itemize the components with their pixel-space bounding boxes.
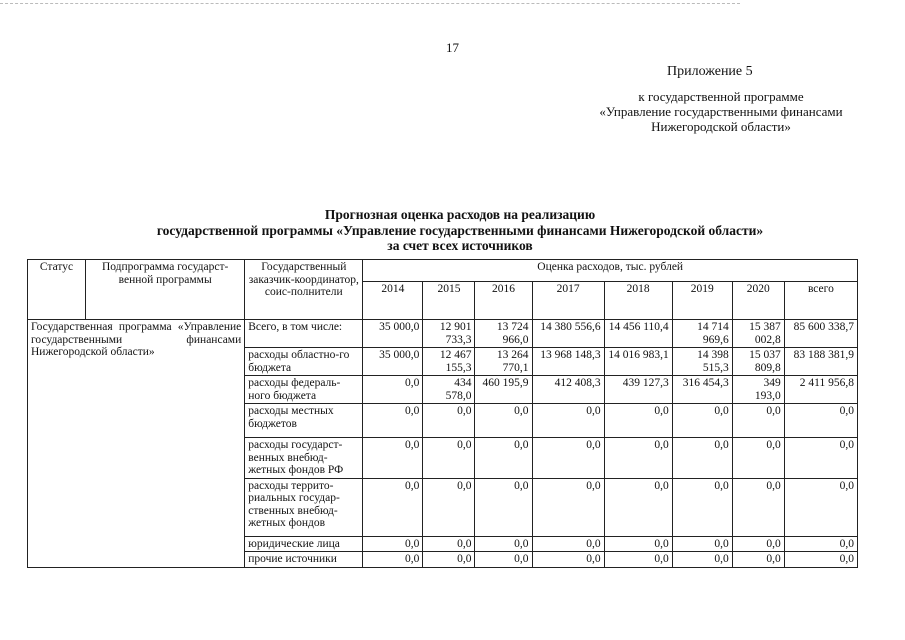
- value-cell: 0,0: [604, 552, 672, 568]
- value-cell: 0,0: [604, 438, 672, 479]
- title-line: Прогнозная оценка расходов на реализацию: [324, 207, 596, 222]
- value-cell: 0,0: [423, 438, 475, 479]
- header-status: Статус: [28, 260, 86, 320]
- value-cell: 0,0: [423, 404, 475, 438]
- value-cell: 12 467 155,3: [423, 348, 475, 376]
- row-label: расходы террито-риальных государ-ственных внебюд-жетных фондов: [245, 478, 363, 536]
- page-number: 17: [446, 40, 459, 55]
- header-year: 2016: [475, 282, 532, 320]
- value-cell: 85 600 338,7: [784, 320, 857, 348]
- scan-edge-line: [0, 3, 740, 4]
- value-cell: 12 901 733,3: [423, 320, 475, 348]
- value-cell: 13 724 966,0: [475, 320, 532, 348]
- value-cell: 0,0: [363, 376, 423, 404]
- value-cell: 0,0: [423, 552, 475, 568]
- row-label: расходы местных бюджетов: [245, 404, 363, 438]
- row-label: расходы областно-го бюджета: [245, 348, 363, 376]
- value-cell: 0,0: [363, 478, 423, 536]
- value-cell: 83 188 381,9: [784, 348, 857, 376]
- value-cell: 0,0: [732, 438, 784, 479]
- value-cell: 0,0: [732, 404, 784, 438]
- value-cell: 0,0: [475, 552, 532, 568]
- value-cell: 0,0: [423, 536, 475, 552]
- value-cell: 0,0: [784, 404, 857, 438]
- value-cell: 2 411 956,8: [784, 376, 857, 404]
- row-label: Всего, в том числе:: [245, 320, 363, 348]
- value-cell: 0,0: [732, 536, 784, 552]
- value-cell: 14 016 983,1: [604, 348, 672, 376]
- value-cell: 15 037 809,8: [732, 348, 784, 376]
- header-year: 2020: [732, 282, 784, 320]
- row-label: расходы государст-венных внебюд-жетных фондов РФ: [245, 438, 363, 479]
- value-cell: 15 387 002,8: [732, 320, 784, 348]
- program-reference-line: Нижегородской области»: [651, 119, 791, 134]
- row-label: расходы федераль-ного бюджета: [245, 376, 363, 404]
- title-line: государственной программы «Управление государственными финансами Нижегородской области»: [156, 222, 764, 238]
- value-cell: 349 193,0: [732, 376, 784, 404]
- value-cell: 0,0: [532, 438, 604, 479]
- row-label: юридические лица: [245, 536, 363, 552]
- value-cell: 0,0: [363, 536, 423, 552]
- header-customer: Государственный заказчик-координатор, соис-полнители: [245, 260, 363, 320]
- value-cell: 0,0: [532, 536, 604, 552]
- value-cell: 0,0: [532, 552, 604, 568]
- value-cell: 13 968 148,3: [532, 348, 604, 376]
- value-cell: 0,0: [475, 404, 532, 438]
- header-subprogram: Подпрограмма государст-венной программы: [86, 260, 245, 320]
- program-reference: [556, 89, 886, 134]
- value-cell: 0,0: [784, 478, 857, 536]
- value-cell: 0,0: [672, 536, 732, 552]
- value-cell: 434 578,0: [423, 376, 475, 404]
- value-cell: 0,0: [475, 536, 532, 552]
- row-label: прочие источники: [245, 552, 363, 568]
- title-line: за счет всех источников: [387, 238, 533, 253]
- value-cell: 14 714 969,6: [672, 320, 732, 348]
- value-cell: 0,0: [732, 552, 784, 568]
- value-cell: 316 454,3: [672, 376, 732, 404]
- value-cell: 0,0: [604, 536, 672, 552]
- table-body: [28, 320, 858, 568]
- value-cell: 0,0: [423, 478, 475, 536]
- value-cell: 0,0: [732, 478, 784, 536]
- header-year: 2014: [363, 282, 423, 320]
- value-cell: 0,0: [672, 404, 732, 438]
- value-cell: 13 264 770,1: [475, 348, 532, 376]
- program-reference-line: к государственной программе: [638, 89, 804, 104]
- value-cell: 0,0: [784, 552, 857, 568]
- header-year: 2017: [532, 282, 604, 320]
- expense-table: [27, 259, 858, 568]
- value-cell: 0,0: [672, 552, 732, 568]
- value-cell: 0,0: [532, 404, 604, 438]
- header-year: 2015: [423, 282, 475, 320]
- header-estimate: Оценка расходов, тыс. рублей: [363, 260, 858, 282]
- value-cell: 0,0: [604, 404, 672, 438]
- value-cell: 35 000,0: [363, 320, 423, 348]
- table-row: [28, 320, 858, 348]
- value-cell: 14 398 515,3: [672, 348, 732, 376]
- value-cell: 412 408,3: [532, 376, 604, 404]
- value-cell: 0,0: [363, 438, 423, 479]
- value-cell: 14 456 110,4: [604, 320, 672, 348]
- value-cell: 35 000,0: [363, 348, 423, 376]
- header-year: 2019: [672, 282, 732, 320]
- value-cell: 460 195,9: [475, 376, 532, 404]
- value-cell: 439 127,3: [604, 376, 672, 404]
- appendix-label: Приложение 5: [667, 64, 753, 79]
- value-cell: 0,0: [604, 478, 672, 536]
- value-cell: 0,0: [672, 478, 732, 536]
- value-cell: 0,0: [784, 536, 857, 552]
- value-cell: 0,0: [475, 438, 532, 479]
- value-cell: 0,0: [363, 552, 423, 568]
- header-year: 2018: [604, 282, 672, 320]
- header-total: всего: [784, 282, 857, 320]
- program-reference-line: «Управление государственными финансами: [599, 104, 843, 119]
- value-cell: 0,0: [363, 404, 423, 438]
- value-cell: 0,0: [784, 438, 857, 479]
- value-cell: 0,0: [672, 438, 732, 479]
- value-cell: 0,0: [532, 478, 604, 536]
- program-status-cell: Государственная программа «Управление государственными финансами Нижегородской области»: [28, 320, 245, 568]
- value-cell: 14 380 556,6: [532, 320, 604, 348]
- value-cell: 0,0: [475, 478, 532, 536]
- document-title: [90, 207, 830, 254]
